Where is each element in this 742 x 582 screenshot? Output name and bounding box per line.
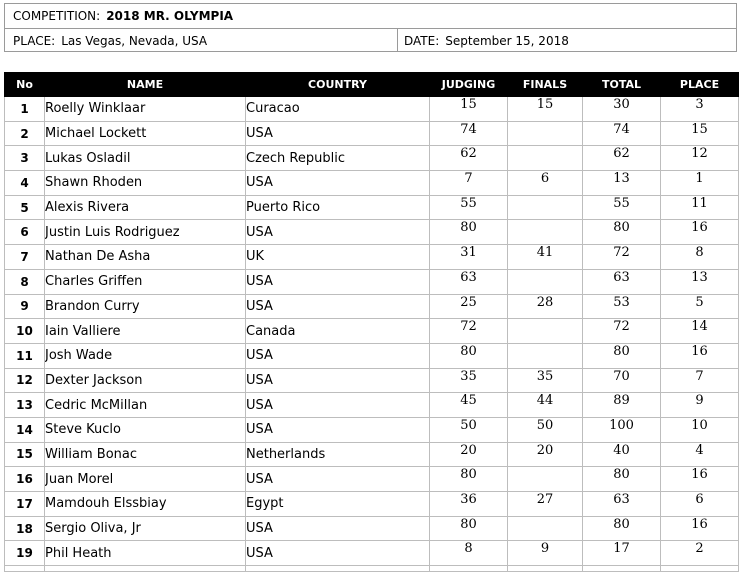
cell-total: 80 [583,343,661,368]
place-date-row [5,29,736,52]
cell-no: 14 [5,417,45,442]
cell-name: William Bonac [45,442,246,467]
cell-country: Puerto Rico [246,195,430,220]
header-total: TOTAL [583,73,661,97]
cell-total: 100 [583,417,661,442]
cell-finals [508,121,583,146]
cell-judging: 36 [430,492,508,517]
place-label: PLACE: [13,33,56,48]
cell-name: Justin Luis Rodriguez [45,220,246,245]
cell-place: 9 [661,393,739,418]
cell-no: 6 [5,220,45,245]
cell-place: 13 [661,269,739,294]
table-row [5,417,739,442]
cell-country: USA [246,171,430,196]
cell-country: USA [246,368,430,393]
info-divider [397,29,398,52]
table-row [5,319,739,344]
cell-place [661,566,739,572]
cell-finals: 35 [508,368,583,393]
table-row [5,146,739,171]
cell-finals [508,343,583,368]
cell-name: Iain Valliere [45,319,246,344]
cell-country: USA [246,269,430,294]
date-field [404,29,569,52]
cell-total: 63 [583,492,661,517]
cell-total: 13 [583,171,661,196]
cell-place: 11 [661,195,739,220]
cell-total: 30 [583,97,661,122]
cell-finals [508,146,583,171]
header-no: No [5,73,45,97]
cell-place: 8 [661,245,739,270]
competition-name: 2018 MR. OLYMPIA [106,9,234,23]
cell-place: 15 [661,121,739,146]
results-body [5,97,739,572]
cell-country: Czech Republic [246,146,430,171]
cell-finals: 50 [508,417,583,442]
cell-name: Juan Morel [45,467,246,492]
table-row [5,245,739,270]
header-country: COUNTRY [246,73,430,97]
cell-finals: 15 [508,97,583,122]
cell-finals [508,566,583,572]
cell-finals [508,516,583,541]
cell-judging: 80 [430,343,508,368]
cell-name: Cedric McMillan [45,393,246,418]
cell-place: 4 [661,442,739,467]
table-row [5,393,739,418]
cell-name: Sergio Oliva, Jr [45,516,246,541]
cell-finals [508,220,583,245]
place-field [13,29,207,52]
cell-finals [508,467,583,492]
header-judging: JUDGING [430,73,508,97]
table-row [5,442,739,467]
date-value: September 15, 2018 [445,33,569,48]
cell-country: USA [246,121,430,146]
cell-judging [430,566,508,572]
cell-judging: 35 [430,368,508,393]
table-row [5,368,739,393]
cell-name: Nathan De Asha [45,245,246,270]
cell-place: 7 [661,368,739,393]
cell-judging: 50 [430,417,508,442]
competition-field [13,4,233,28]
competition-row [5,4,736,29]
cell-finals: 28 [508,294,583,319]
cell-no: 12 [5,368,45,393]
cell-no: 15 [5,442,45,467]
table-row [5,492,739,517]
table-row [5,343,739,368]
cell-name: Phil Heath [45,541,246,566]
table-row [5,195,739,220]
cell-total: 80 [583,516,661,541]
cell-no: 17 [5,492,45,517]
cell-total: 72 [583,319,661,344]
cell-no: 16 [5,467,45,492]
cell-finals: 20 [508,442,583,467]
cell-judging: 74 [430,121,508,146]
cell-finals [508,269,583,294]
cell-place: 14 [661,319,739,344]
cell-judging: 80 [430,467,508,492]
results-table [4,72,739,572]
cell-place: 6 [661,492,739,517]
table-row [5,294,739,319]
cell-place: 2 [661,541,739,566]
cell-country [246,566,430,572]
cell-country: Curacao [246,97,430,122]
cell-total [583,566,661,572]
table-row-cutoff [5,566,739,572]
cell-judging: 20 [430,442,508,467]
cell-no: 9 [5,294,45,319]
table-row [5,516,739,541]
cell-judging: 72 [430,319,508,344]
header-place: PLACE [661,73,739,97]
cell-judging: 80 [430,220,508,245]
cell-finals: 6 [508,171,583,196]
table-header-row [5,73,739,97]
cell-finals: 27 [508,492,583,517]
cell-name: Charles Griffen [45,269,246,294]
cell-country: UK [246,245,430,270]
cell-total: 62 [583,146,661,171]
cell-no: 10 [5,319,45,344]
cell-no: 1 [5,97,45,122]
cell-name: Shawn Rhoden [45,171,246,196]
cell-place: 16 [661,343,739,368]
table-row [5,121,739,146]
cell-finals [508,195,583,220]
date-label: DATE: [404,33,440,48]
competition-info-box [4,3,737,52]
cell-judging: 7 [430,171,508,196]
cell-total: 80 [583,220,661,245]
cell-no: 3 [5,146,45,171]
cell-no: 5 [5,195,45,220]
cell-place: 16 [661,467,739,492]
cell-no: 8 [5,269,45,294]
cell-total: 55 [583,195,661,220]
cell-country: USA [246,467,430,492]
cell-country: Netherlands [246,442,430,467]
cell-country: USA [246,393,430,418]
cell-name: Lukas Osladil [45,146,246,171]
table-row [5,220,739,245]
header-name: NAME [45,73,246,97]
cell-no: 4 [5,171,45,196]
cell-name: Roelly Winklaar [45,97,246,122]
cell-country: Canada [246,319,430,344]
cell-no: 7 [5,245,45,270]
cell-name: Dexter Jackson [45,368,246,393]
cell-country: USA [246,516,430,541]
cell-total: 40 [583,442,661,467]
cell-country: USA [246,343,430,368]
cell-total: 89 [583,393,661,418]
cell-place: 10 [661,417,739,442]
cell-no: 11 [5,343,45,368]
competition-label: COMPETITION: [13,9,101,23]
cell-no: 2 [5,121,45,146]
cell-finals: 9 [508,541,583,566]
table-row [5,171,739,196]
cell-place: 3 [661,97,739,122]
cell-judging: 15 [430,97,508,122]
table-row [5,269,739,294]
cell-judging: 63 [430,269,508,294]
cell-finals [508,319,583,344]
cell-name: Michael Lockett [45,121,246,146]
cell-country: USA [246,220,430,245]
cell-place: 1 [661,171,739,196]
cell-judging: 31 [430,245,508,270]
cell-judging: 25 [430,294,508,319]
cell-total: 70 [583,368,661,393]
cell-name: Brandon Curry [45,294,246,319]
cell-finals: 41 [508,245,583,270]
cell-place: 5 [661,294,739,319]
cell-judging: 45 [430,393,508,418]
cell-finals: 44 [508,393,583,418]
cell-judging: 80 [430,516,508,541]
cell-name [45,566,246,572]
cell-place: 12 [661,146,739,171]
header-finals: FINALS [508,73,583,97]
cell-no: 13 [5,393,45,418]
cell-name: Mamdouh Elssbiay [45,492,246,517]
cell-total: 74 [583,121,661,146]
cell-total: 17 [583,541,661,566]
cell-judging: 8 [430,541,508,566]
table-row [5,467,739,492]
table-row [5,541,739,566]
cell-total: 72 [583,245,661,270]
cell-no [5,566,45,572]
cell-country: USA [246,294,430,319]
cell-judging: 62 [430,146,508,171]
place-value: Las Vegas, Nevada, USA [61,33,208,48]
cell-name: Steve Kuclo [45,417,246,442]
cell-country: Egypt [246,492,430,517]
cell-judging: 55 [430,195,508,220]
cell-place: 16 [661,220,739,245]
cell-country: USA [246,417,430,442]
cell-total: 63 [583,269,661,294]
cell-no: 19 [5,541,45,566]
cell-name: Alexis Rivera [45,195,246,220]
cell-total: 80 [583,467,661,492]
cell-no: 18 [5,516,45,541]
cell-total: 53 [583,294,661,319]
cell-country: USA [246,541,430,566]
cell-place: 16 [661,516,739,541]
cell-name: Josh Wade [45,343,246,368]
table-row [5,97,739,122]
